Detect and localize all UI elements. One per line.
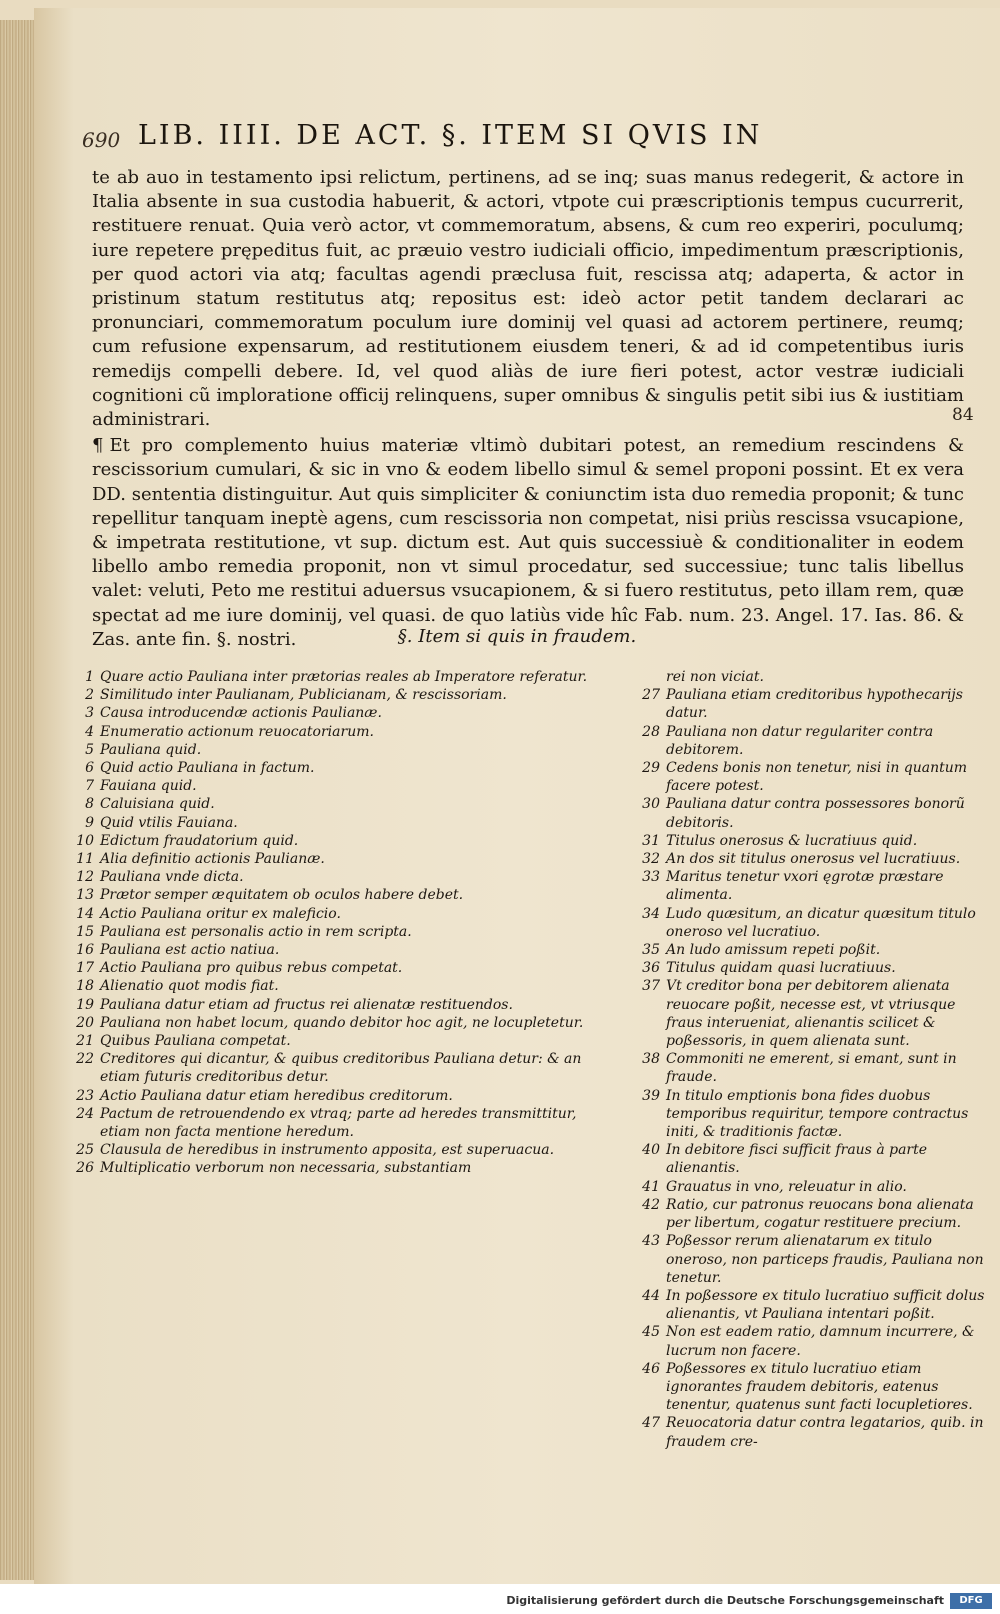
index-entry-number: 31 xyxy=(642,832,660,849)
index-entry-number: 34 xyxy=(642,905,660,922)
index-entry-number: 20 xyxy=(76,1014,94,1031)
index-entry-text: Maritus tenetur vxori ęgrotæ præstare alimenta. xyxy=(666,869,944,904)
index-entry-number: 18 xyxy=(76,978,94,995)
section-heading: §. Item si quis in fraudem. xyxy=(397,626,637,647)
index-entry xyxy=(626,1287,996,1323)
index-entry-number: 41 xyxy=(642,1178,660,1195)
index-entry xyxy=(626,668,996,686)
index-entry xyxy=(60,996,605,1014)
index-entry-number: 25 xyxy=(76,1142,94,1159)
index-entry-text: Clausula de heredibus in instrumento apposita, est superuacua. xyxy=(100,1142,555,1159)
index-entry-number: 11 xyxy=(76,851,94,868)
index-entry-number: 22 xyxy=(76,1051,94,1068)
book-page xyxy=(34,8,1000,1584)
index-entry-text: Similitudo inter Paulianam, Publicianam, & rescissoriam. xyxy=(100,687,507,704)
paragraph-2-text: Et pro complemento huius materiæ vltimò dubitari potest, an remedium rescindens & rescissorium cumulari, & sic in vno & eodem libello simul & semel proponi possint. Et ex vera DD. sententia distinguitur. Aut quis simpliciter & coniunctim ista duo remedia proponit; & tunc repellitur tanquam ineptè agens, cum rescissoria non competat, nisi priùs rescissa vsucapione, & impetrata restitutione, vt sup. dictum est. Aut quis successiuè & conditionaliter in eodem libello ambo remedia proponit, non vt simul procedatur, sed successiue; tunc talis libellus valet: veluti, Peto me restitui aduersus vsucapionem, & si fuero restitutus, peto illam rem, quæ spectat ad me iure dominij, vel quasi. de quo latiùs vide hîc Fab. num. 23. Angel. 17. Ias. 86. & Zas. ante fin. §. nostri. xyxy=(92,435,964,650)
index-entry-text: Pauliana datur etiam ad fructus rei alienatæ restituendos. xyxy=(100,996,513,1013)
index-entry-text: An ludo amissum repeti poßit. xyxy=(666,942,881,959)
index-entry xyxy=(626,959,996,977)
index-entry-text: Grauatus in vno, releuatur in alio. xyxy=(666,1178,907,1195)
index-entry-number: 29 xyxy=(642,760,660,777)
index-entry-text: Titulus quidam quasi lucratiuus. xyxy=(666,960,896,977)
index-entry-text: Titulus onerosus & lucratiuus quid. xyxy=(666,832,918,849)
index-entry xyxy=(60,941,605,959)
index-entry-text: Commoniti ne emerent, si emant, sunt in fraude. xyxy=(666,1051,957,1086)
index-entry-text: Alienatio quot modis fiat. xyxy=(100,978,279,995)
index-entry xyxy=(60,723,605,741)
index-entry xyxy=(626,723,996,759)
index-entry-text: Pauliana datur contra possessores bonorũ debitoris. xyxy=(666,796,965,831)
index-entry xyxy=(60,777,605,795)
index-entry-text: Cedens bonis non tenetur, nisi in quantum facere potest. xyxy=(666,760,968,795)
index-entry-text: Creditores qui dicantur, & quibus creditoribus Pauliana detur: & an etiam futuris creditoribus detur. xyxy=(100,1051,582,1086)
index-entry-text: In titulo emptionis bona fides duobus temporibus requiritur, tempore contractus initi, & traditionis factæ. xyxy=(666,1087,969,1141)
index-entry xyxy=(60,1087,605,1105)
index-entry-number: 2 xyxy=(85,687,94,704)
index-entry-number: 4 xyxy=(85,723,94,740)
index-entry-text: Pauliana est personalis actio in rem scripta. xyxy=(100,923,412,940)
index-entry-number: 46 xyxy=(642,1360,660,1377)
index-entry xyxy=(60,741,605,759)
index-entry-text: Quid actio Pauliana in factum. xyxy=(100,760,315,777)
index-entry-text: Actio Pauliana oritur ex maleficio. xyxy=(100,905,341,922)
index-entry-text: Pauliana quid. xyxy=(100,741,202,758)
index-entry-text: Poßessor rerum alienatarum ex titulo oneroso, non particeps fraudis, Pauliana non tenetur. xyxy=(666,1233,984,1286)
index-entry-text: Actio Pauliana pro quibus rebus competat. xyxy=(100,960,403,977)
index-entry xyxy=(60,886,605,904)
margin-note-number: 84 xyxy=(952,405,974,425)
index-entry xyxy=(60,977,605,995)
index-entry xyxy=(626,1141,996,1177)
index-entry-number: 5 xyxy=(85,741,94,758)
index-entry-text: Reuocatoria datur contra legatarios, quib. in fraudem cre- xyxy=(666,1415,984,1450)
index-entry xyxy=(60,1105,605,1141)
index-entry-number: 21 xyxy=(76,1033,94,1050)
index-entry-number: 24 xyxy=(76,1105,94,1122)
index-entry-number: 33 xyxy=(642,869,660,886)
index-entry xyxy=(60,759,605,777)
index-entry xyxy=(626,795,996,831)
index-entry xyxy=(60,1014,605,1032)
index-entry-number: 39 xyxy=(642,1087,660,1104)
running-head: LIB. IIII. DE ACT. §. ITEM SI QVIS IN xyxy=(138,120,763,151)
index-entry-text: Edictum fraudatorium quid. xyxy=(100,832,299,849)
body-text xyxy=(92,166,964,654)
index-entry-text: Poßessores ex titulo lucratiuo etiam ignorantes fraudem debitoris, eatenus tenentur, quatenus sunt facti locupletiores. xyxy=(666,1360,973,1414)
index-entry xyxy=(60,850,605,868)
page-header xyxy=(82,120,962,160)
index-entry-text: Non est eadem ratio, damnum incurrere, & lucrum non facere. xyxy=(666,1324,975,1359)
index-entry xyxy=(60,1141,605,1159)
footer-credit: Digitalisierung gefördert durch die Deutsche Forschungsgemeinschaft xyxy=(506,1594,944,1607)
index-entry-number: 43 xyxy=(642,1233,660,1250)
index-entry-text: Quid vtilis Fauiana. xyxy=(100,814,238,831)
index-entry-number: 26 xyxy=(76,1160,94,1177)
index-entry xyxy=(626,1414,996,1450)
index-entry-text: In poßessore ex titulo lucratiuo sufficit dolus alienantis, vt Pauliana intentari poßit. xyxy=(666,1287,985,1323)
index-entry xyxy=(60,1032,605,1050)
index-entry-text: Vt creditor bona per debitorem alienata reuocare poßit, necesse est, vt vtriusque fraus interueniat, alienantis scilicet & poßessoris, in quem alienata sunt. xyxy=(666,978,956,1050)
index-column-right xyxy=(626,668,996,1451)
index-entry-text: Causa introducendæ actionis Paulianæ. xyxy=(100,705,382,722)
index-entry xyxy=(626,1232,996,1287)
index-entry xyxy=(626,832,996,850)
index-entry-number: 17 xyxy=(76,960,94,977)
index-entry-text: Fauiana quid. xyxy=(100,778,197,795)
index-entry xyxy=(60,905,605,923)
book-page-edges xyxy=(0,20,38,1580)
index-entry-number: 32 xyxy=(642,851,660,868)
index-entry-text: Actio Pauliana datur etiam heredibus creditorum. xyxy=(100,1087,453,1104)
index-entry-number: 13 xyxy=(76,887,94,904)
pilcrow: ¶ xyxy=(92,435,104,457)
index-entry-number: 9 xyxy=(85,814,94,831)
index-entry xyxy=(626,905,996,941)
index-entry xyxy=(626,1196,996,1232)
index-entry-text: Ludo quæsitum, an dicatur quæsitum titulo oneroso vel lucratiuo. xyxy=(666,905,976,940)
index-entry-number: 19 xyxy=(76,996,94,1013)
index-entry-number: 7 xyxy=(85,778,94,795)
paragraph-2 xyxy=(92,434,964,652)
index-entry-text: Pauliana etiam creditoribus hypothecarijs datur. xyxy=(666,687,963,722)
index-entry-number: 15 xyxy=(76,923,94,940)
index-entry-text: Quibus Pauliana competat. xyxy=(100,1033,291,1050)
digitization-footer xyxy=(0,1590,1000,1614)
index-entry-text: Prætor semper æquitatem ob oculos habere debet. xyxy=(100,887,464,904)
page-number: 690 xyxy=(82,128,121,152)
index-entry-number: 12 xyxy=(76,869,94,886)
index-entry-number: 16 xyxy=(76,942,94,959)
index-entry-text: Pauliana non habet locum, quando debitor hoc agit, ne locupletetur. xyxy=(100,1014,584,1031)
index-entry-number: 8 xyxy=(85,796,94,813)
index-entry-text: Caluisiana quid. xyxy=(100,796,215,813)
index-entry-text: rei non viciat. xyxy=(666,669,764,685)
index-entry-number: 28 xyxy=(642,723,660,740)
index-entry xyxy=(626,759,996,795)
index-entry-number: 10 xyxy=(76,832,94,849)
index-entry-number: 36 xyxy=(642,960,660,977)
index-entry xyxy=(626,977,996,1050)
index-entry xyxy=(626,1360,996,1415)
index-entry xyxy=(626,1178,996,1196)
index-entry xyxy=(60,923,605,941)
index-entry-text: Pauliana est actio natiua. xyxy=(100,942,280,959)
index-entry xyxy=(626,868,996,904)
index-entry-text: Quare actio Pauliana inter prætorias reales ab Imperatore referatur. xyxy=(100,669,588,685)
index-entry-number: 3 xyxy=(85,705,94,722)
index-entry xyxy=(60,686,605,704)
index-entry-text: Alia definitio actionis Paulianæ. xyxy=(100,851,325,868)
index-entry-text: Pauliana vnde dicta. xyxy=(100,869,244,886)
index-entry xyxy=(60,868,605,886)
index-entry xyxy=(626,1050,996,1086)
index-entry-text: Pauliana non datur regulariter contra debitorem. xyxy=(666,723,934,758)
paragraph-1: te ab auo in testamento ipsi relictum, pertinens, ad se inq; suas manus redegerit, & actore in Italia absente in sua custodia habuerit, & actori, vtpote cui præscriptionis tempus cucurrerit, restituere renuat. Quia verò actor, vt commemoratum, absens, & cum reo experiri, poculumq; iure repetere prępeditus fuit, ac præuio vestro iudiciali officio, impedimentum præscriptionis, per quod actori via atq; facultas agendi præclusa fuit, rescissa atq; adaperta, & actor in pristinum statum restitutus atq; repositus est: ideò actor petit tandem declarari ac pronunciari, commemoratum poculum iure dominij vel quasi ad actorem pertinere, reumq; cum refusione expensarum, ad restitutionem eiusdem teneri, & ad id competentibus iuris remedijs compelli debere. Id, vel quod aliàs de iure fieri potest, actor vestræ iudiciali cognitioni cũ imploratione officij relinquens, super omnibus & singulis petit sibi ius & iustitiam administrari. xyxy=(92,167,964,431)
index-entry-text: Ratio, cur patronus reuocans bona alienata per libertum, cogatur restituere precium. xyxy=(666,1196,974,1232)
index-entry-number: 30 xyxy=(642,796,660,813)
index-entry xyxy=(626,941,996,959)
index-entry-number: 35 xyxy=(642,942,660,959)
index-entry-number: 44 xyxy=(642,1287,660,1304)
dfg-logo: DFG xyxy=(950,1593,992,1609)
index-entry-number: 6 xyxy=(85,760,94,777)
index-entry-number: 1 xyxy=(85,669,94,685)
index-entry-number: 47 xyxy=(642,1415,660,1432)
index-entry-number: 42 xyxy=(642,1196,660,1213)
index-entry-number: 45 xyxy=(642,1324,660,1341)
index-entry-text: Multiplicatio verborum non necessaria, substantiam xyxy=(100,1160,472,1177)
index-entry xyxy=(60,832,605,850)
index-entry-number: 40 xyxy=(642,1142,660,1159)
index-entry xyxy=(60,1050,605,1086)
index-column-left xyxy=(60,668,605,1178)
index-entry xyxy=(60,1159,605,1177)
index-entry xyxy=(626,850,996,868)
index-entry xyxy=(626,1087,996,1142)
index-entry xyxy=(60,704,605,722)
index-entry xyxy=(60,814,605,832)
index-entry-number: 23 xyxy=(76,1087,94,1104)
index-entry-number: 14 xyxy=(76,905,94,922)
index-entry xyxy=(60,668,605,686)
index-entry xyxy=(626,686,996,722)
index-entry-text: Pactum de retrouendendo ex vtraq; parte ad heredes transmittitur, etiam non facta mentione heredum. xyxy=(100,1105,577,1141)
index-entry-number: 38 xyxy=(642,1051,660,1068)
index-entry xyxy=(626,1323,996,1359)
index-entry xyxy=(60,959,605,977)
index-entry-text: In debitore fisci sufficit fraus à parte alienantis. xyxy=(666,1142,928,1177)
index-entry-number: 27 xyxy=(642,687,660,704)
index-entry xyxy=(60,795,605,813)
index-entry-text: An dos sit titulus onerosus vel lucratiuus. xyxy=(666,851,961,868)
index-entry-text: Enumeratio actionum reuocatoriarum. xyxy=(100,723,374,740)
index-entry-number: 37 xyxy=(642,978,660,995)
